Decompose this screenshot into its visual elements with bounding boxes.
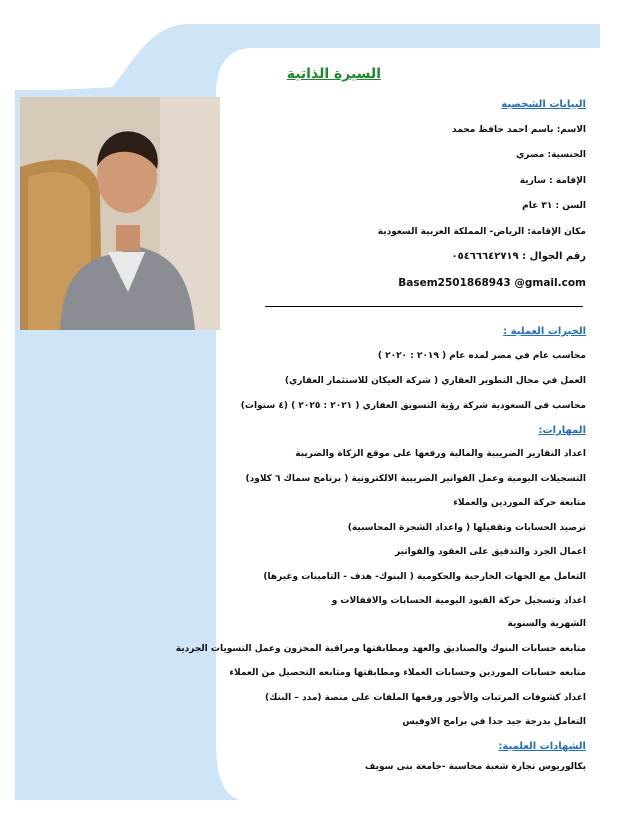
skill-item: اعداد التقارير الضريبية والمالية ورفعها على موقع الزكاة والضريبة <box>295 449 586 459</box>
skill-item: متابعه حسابات الموردين وحسابات العملاء ومطابقتها ومتابعه التحصيل من العملاء <box>229 668 586 678</box>
skill-item: التعامل مع الجهات الخارجية والحكومية ( البنوك- هدف - التامينات وغيرها) <box>263 572 586 582</box>
skill-item: اعداد كشوفات المرتبات والأجور ورفعها الملفات على منصة (مدد – البنك) <box>264 693 586 703</box>
experience-heading: الخبرات العملية : <box>503 326 586 337</box>
skills-heading: المهارات: <box>538 425 586 436</box>
education-item: بكالوريوس تجارة شعبة محاسبة -جامعة بنى سويف <box>364 762 586 772</box>
skill-item: التعامل بدرجة جيد جدا في برامج الاوفيس <box>402 717 586 727</box>
skill-item: اعداد وتسجيل حركة القيود اليومية الحسابات والاقفالات و <box>331 596 586 606</box>
experience-item: العمل في مجال التطوير العقاري ( شركة العيكان للاستثمار العقاري) <box>284 376 586 386</box>
skill-item: ترصيد الحسابات وتقفيلها ( واعداد الشجرة المحاسبية) <box>347 523 586 533</box>
profile-photo <box>20 97 220 330</box>
education-heading: الشهادات العلمية: <box>498 741 586 752</box>
mobile-line: رقم الجوال : ٠٥٤٦٦٦٤٢٧١٩ <box>451 251 586 262</box>
residency-line: الإقامة : سارية <box>519 176 586 186</box>
skill-item: التسجيلات اليومية وعمل الفواتير الضريبية الالكترونية ( برنامج سماك ٦ كلاود) <box>245 474 586 484</box>
skill-item: اعمال الجرد والتدقيق على العقود والفواتير <box>394 547 586 557</box>
skill-item: الشهرية والسنوية <box>507 619 586 629</box>
section-divider <box>265 306 583 307</box>
page-title: السيرة الذاتية <box>286 66 381 82</box>
name-line: الاسم: باسم احمد حافظ محمد <box>452 125 586 135</box>
experience-item: محاسب عام في مصر لمده عام ( ٢٠١٩ : ٢٠٢٠ ) <box>377 351 586 361</box>
personal-heading: البيانات الشخصية <box>501 99 586 110</box>
location-line: مكان الإقامة: الرياض- المملكة العربية السعودية <box>377 227 586 237</box>
skill-item: متابعة حركة الموردين والعملاء <box>453 498 586 508</box>
experience-item: محاسب في السعودية شركة رؤية التسويق العقاري ( ٢٠٢١ : ٢٠٢٥ ) (٤ سنوات) <box>240 401 586 411</box>
nationality-line: الجنسية: مصري <box>516 150 586 160</box>
email-line: Basem2501868943 @gmail.com <box>398 277 586 289</box>
skill-item: متابعه حسابات البنوك والصناديق والعهد ومطابقتها ومراقبة المخزون وعمل التسويات الجردية <box>175 644 586 654</box>
age-line: السن : ٣١ عام <box>522 201 586 211</box>
